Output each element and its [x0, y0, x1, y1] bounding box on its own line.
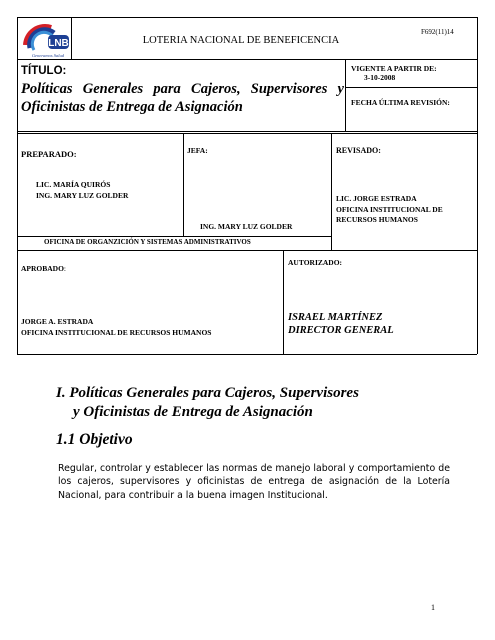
section-heading-line-1: I. Políticas Generales para Cajeros, Supervisores — [56, 385, 359, 401]
boss-name: ING. MARY LUZ GOLDER — [200, 222, 293, 231]
reviewed-name: LIC. JORGE ESTRADA — [336, 194, 417, 203]
boss-label: JEFA: — [187, 146, 208, 155]
authorized-label: AUTORIZADO: — [288, 258, 343, 267]
page-number: 1 — [431, 603, 435, 612]
valid-from-label: VIGENTE A PARTIR DE: — [351, 64, 437, 73]
approved-office: OFICINA INSTITUCIONAL DE RECURSOS HUMANOS — [21, 328, 212, 337]
authorized-title: DIRECTOR GENERAL — [288, 325, 394, 336]
prepared-label: PREPARADO: — [21, 149, 77, 159]
title-label: TÍTULO: — [21, 65, 67, 77]
prepared-office: OFICINA DE ORGANZICIÓN Y SISTEMAS ADMINISTRATIVOS — [44, 238, 251, 246]
reviewed-office-line-1: OFICINA INSTITUCIONAL DE — [336, 205, 443, 214]
last-review-label: FECHA ÚLTIMA REVISIÓN: — [351, 98, 450, 107]
logo-tagline: Generamos Salud — [31, 53, 65, 58]
organization-name: LOTERIA NACIONAL DE BENEFICENCIA — [142, 35, 340, 46]
objective-paragraph: Regular, controlar y establecer las normas de manejo laboral y comportamiento de los cajeros, supervisores y oficinistas de entrega de asignación de la Lotería Nacional, para contribuir a la buena imagen Institucional. — [58, 463, 450, 501]
form-code: F692(11)14 — [421, 28, 454, 36]
logo-text: LNB — [48, 38, 69, 49]
lnb-logo — [21, 21, 71, 62]
valid-from-date: 3-10-2008 — [364, 73, 396, 82]
approved-colon: : — [63, 264, 67, 273]
reviewed-label: REVISADO: — [336, 146, 381, 155]
reviewed-office-line-2: RECURSOS HUMANOS — [336, 215, 418, 224]
prepared-name-1: LIC. MARÍA QUIRÓS — [36, 180, 111, 189]
approved-label-wrap — [21, 264, 66, 273]
prepared-name-2: ING. MARY LUZ GOLDER — [36, 191, 129, 200]
title-block — [21, 62, 344, 116]
approved-label: APROBADO — [21, 264, 64, 273]
section-heading-line-2: y Oficinistas de Entrega de Asignación — [73, 404, 313, 420]
document-title: Políticas Generales para Cajeros, Supervisores y Oficinistas de Entrega de Asignación — [21, 81, 344, 115]
approved-name: JORGE A. ESTRADA — [21, 317, 94, 326]
authorized-name: ISRAEL MARTÍNEZ — [288, 312, 383, 323]
subsection-heading: 1.1 Objetivo — [56, 431, 133, 448]
